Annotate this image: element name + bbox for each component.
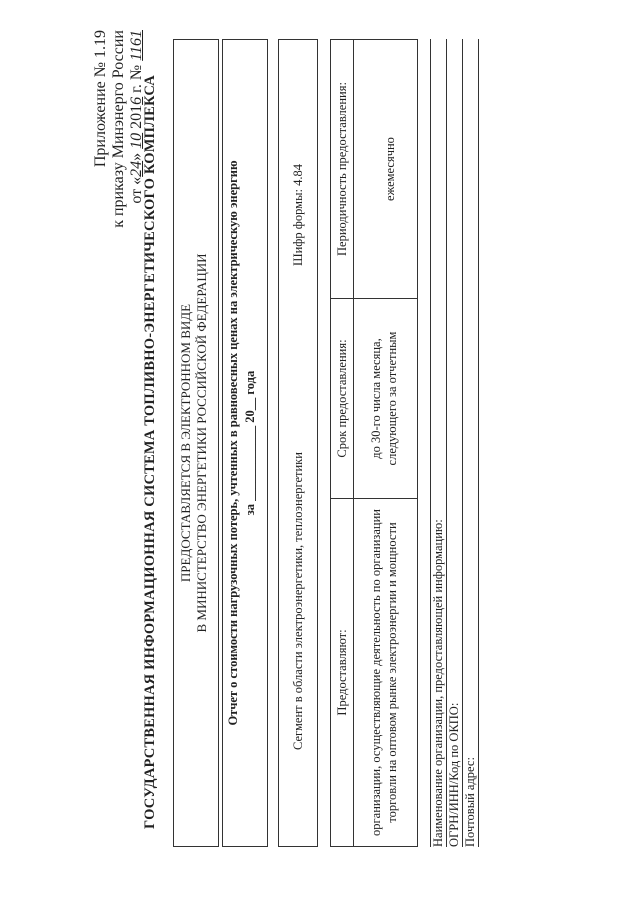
providers-header: Предоставляют: xyxy=(331,499,354,846)
periodicity-column xyxy=(331,40,417,298)
deadline-header: Срок предоставления: xyxy=(331,299,354,498)
report-title-box xyxy=(222,39,268,847)
providers-column xyxy=(331,498,417,846)
providers-body xyxy=(354,499,400,846)
organization-info xyxy=(430,39,483,847)
submission-table xyxy=(330,39,418,847)
order-number-label: г. № xyxy=(128,64,145,93)
handwritten-month: 10 xyxy=(128,132,145,149)
periodicity-body: ежемесячно xyxy=(383,137,397,201)
deadline-column xyxy=(331,298,417,498)
ogrn-label: ОГРН/ИНН/Код по ОКПО: xyxy=(447,702,461,847)
divider-line xyxy=(462,39,463,847)
deadline-line-1: до 30-го числа месяца, xyxy=(369,338,383,459)
deadline-body xyxy=(354,299,400,498)
deadline-line-2: следующего за отчетным xyxy=(385,331,399,466)
electronic-line-1: ПРЕДОСТАВЛЯЕТСЯ В ЭЛЕКТРОННОМ ВИДЕ xyxy=(178,303,193,583)
providers-line-1: организации, осуществляющие деятельность по организации xyxy=(369,509,383,836)
divider-line xyxy=(478,39,479,847)
appendix-header xyxy=(92,30,146,228)
postal-address-label: Почтовый адрес: xyxy=(463,757,477,847)
handwritten-year-digit: 6 xyxy=(128,96,145,105)
year-prefix: 201 xyxy=(128,104,145,129)
appendix-line-1: Приложение № 1.19 xyxy=(92,30,109,168)
periodicity-header: Периодичность предоставления: xyxy=(331,40,354,298)
form-cipher: Шифр формы: 4.84 xyxy=(291,164,305,266)
gis-title: ГОСУДАРСТВЕННАЯ ИНФОРМАЦИОННАЯ СИСТЕМА ТОПЛИВНО-ЭНЕРГЕТИЧЕСКОГО КОМПЛЕКСА xyxy=(142,75,158,829)
handwritten-day: 24 xyxy=(128,160,145,177)
date-mid: » xyxy=(128,152,145,161)
report-period: за ____________ 20__ года xyxy=(243,370,257,516)
handwritten-order-number: 1161 xyxy=(128,30,145,61)
segment-box xyxy=(278,39,318,847)
report-title: Отчет о стоимости нагрузочных потерь, учтенных в равновесных ценах на электрическую энергию xyxy=(226,160,240,726)
electronic-line-2: В МИНИСТЕРСТВО ЭНЕРГЕТИКИ РОССИЙСКОЙ ФЕДЕРАЦИИ xyxy=(194,253,209,633)
divider-line xyxy=(446,39,447,847)
providers-line-2: торговли на оптовом рынке электроэнергии и мощности xyxy=(385,522,399,823)
electronic-submission-box xyxy=(173,39,219,847)
date-prefix: от « xyxy=(128,176,145,204)
organization-name-label: Наименование организации, предоставляющей информацию: xyxy=(431,519,445,847)
appendix-line-2: к приказу Минэнерго России xyxy=(110,30,127,228)
segment-label: Сегмент в области электроэнергетики, теплоэнергетики xyxy=(291,452,305,750)
